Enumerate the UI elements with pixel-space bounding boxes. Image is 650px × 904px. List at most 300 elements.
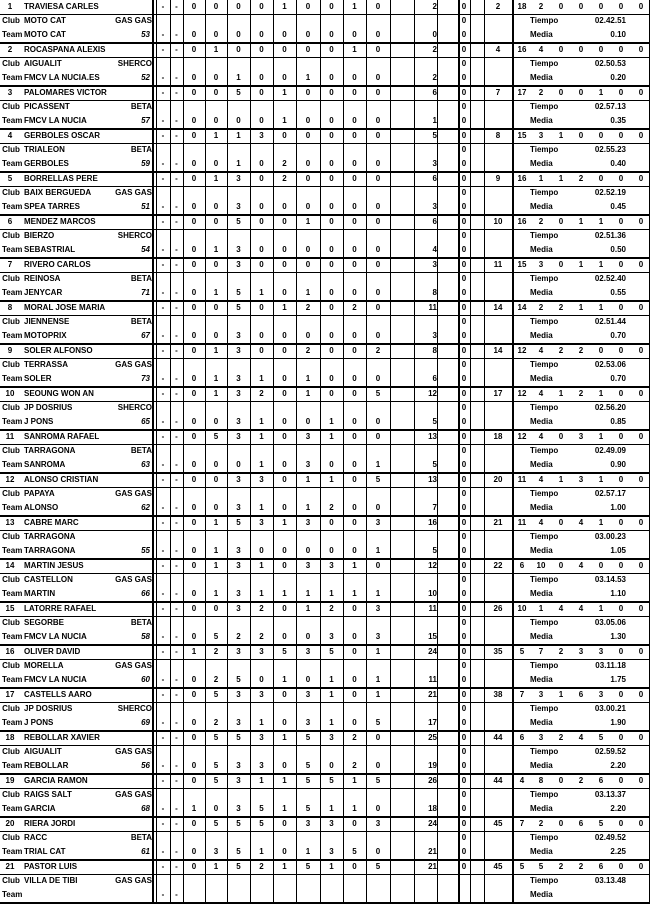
media-value: 0.70 bbox=[610, 374, 626, 383]
column-divider bbox=[152, 516, 154, 559]
lap1-section-score: 1 bbox=[259, 432, 264, 441]
column-divider bbox=[296, 688, 297, 731]
column-divider bbox=[343, 602, 344, 645]
lap1-section-score: 1 bbox=[213, 45, 219, 54]
count-5: 0 bbox=[618, 776, 624, 785]
lap1-section-score: 2 bbox=[305, 346, 311, 355]
team-name: FMCV LA NUCIA bbox=[24, 116, 87, 125]
lap2-section-score: 0 bbox=[375, 30, 381, 39]
lap2-section-score: 1 bbox=[352, 804, 357, 813]
lap2-section-score: 0 bbox=[282, 847, 287, 856]
penalty-lap1: 0 bbox=[461, 475, 467, 484]
column-divider bbox=[296, 430, 297, 473]
column-divider bbox=[470, 559, 471, 602]
count-3: 3 bbox=[578, 432, 584, 441]
count-5: 0 bbox=[618, 819, 624, 828]
column-divider bbox=[296, 86, 297, 129]
lap1-section-score: 0 bbox=[305, 174, 311, 183]
lap2-section-score bbox=[273, 888, 296, 902]
lap1-section-score: 0 bbox=[329, 217, 334, 226]
count-1: 1 bbox=[538, 174, 544, 183]
time-value: 02.57.13 bbox=[594, 102, 626, 111]
total-score: 20 bbox=[493, 475, 503, 484]
count-4: 1 bbox=[598, 389, 604, 398]
column-divider bbox=[205, 430, 206, 473]
lap1-total: 12 bbox=[428, 389, 437, 398]
team-label: Team bbox=[2, 761, 23, 770]
dash-separator: - bbox=[161, 202, 165, 211]
position-number: 12 bbox=[5, 475, 15, 484]
club-name: JP DOSRIUS bbox=[24, 704, 73, 713]
column-divider bbox=[156, 731, 157, 774]
dash-separator: - bbox=[175, 260, 178, 269]
count-4: 3 bbox=[598, 690, 604, 699]
column-divider bbox=[250, 344, 251, 387]
column-divider bbox=[227, 86, 228, 129]
rider-row bbox=[0, 129, 650, 172]
count-5: 0 bbox=[618, 174, 624, 183]
lap2-section-score: 0 bbox=[329, 288, 334, 297]
column-divider bbox=[273, 602, 274, 645]
column-divider bbox=[484, 215, 485, 258]
total-score: 11 bbox=[493, 260, 503, 269]
lap2-section-score: 0 bbox=[259, 546, 264, 555]
rider-name-line bbox=[0, 172, 650, 187]
dash-separator: - bbox=[175, 30, 178, 39]
lap1-total: 5 bbox=[432, 131, 437, 140]
rider-row bbox=[0, 774, 650, 817]
column-divider bbox=[273, 645, 274, 688]
lap1-section-score: 0 bbox=[236, 2, 241, 11]
column-divider bbox=[320, 215, 321, 258]
count-0: 14 bbox=[517, 303, 527, 312]
rider-row bbox=[0, 215, 650, 258]
column-divider bbox=[170, 645, 171, 688]
dash-separator: - bbox=[161, 303, 165, 312]
media-label: Media bbox=[530, 847, 553, 856]
rider-name-line bbox=[0, 301, 650, 316]
dash-separator: - bbox=[161, 346, 165, 355]
team-name: REBOLLAR bbox=[24, 761, 69, 770]
dash-separator: - bbox=[175, 202, 178, 211]
column-divider bbox=[170, 129, 171, 172]
column-divider bbox=[343, 172, 344, 215]
club-label: Club bbox=[2, 489, 20, 498]
lap1-section-score: 0 bbox=[329, 45, 334, 54]
team-label: Team bbox=[2, 116, 23, 125]
lap2-section-score: 0 bbox=[191, 761, 197, 770]
penalty-lap1: 0 bbox=[461, 862, 467, 871]
rider-name-line bbox=[0, 688, 650, 703]
column-divider bbox=[183, 817, 184, 860]
count-0: 4 bbox=[519, 776, 525, 785]
column-divider bbox=[366, 387, 367, 430]
column-divider bbox=[273, 774, 274, 817]
club-label: Club bbox=[2, 876, 20, 885]
media-label: Media bbox=[530, 245, 553, 254]
lap1-section-score: 0 bbox=[191, 346, 197, 355]
column-divider bbox=[414, 430, 415, 473]
lap1-section-score: 0 bbox=[305, 2, 311, 11]
penalty-lap2: 0 bbox=[461, 30, 467, 39]
column-divider bbox=[205, 172, 206, 215]
team-line bbox=[0, 587, 650, 603]
column-divider bbox=[170, 86, 171, 129]
lap1-section-score: 3 bbox=[236, 174, 241, 183]
lap2-section-score: 0 bbox=[352, 374, 357, 383]
lap2-section-score: 0 bbox=[282, 546, 287, 555]
column-divider bbox=[458, 215, 460, 258]
column-divider bbox=[205, 0, 206, 43]
rider-name-line bbox=[0, 602, 650, 617]
count-0: 12 bbox=[517, 389, 527, 398]
column-divider bbox=[320, 645, 321, 688]
club-line bbox=[0, 100, 650, 114]
lap2-section-score: 0 bbox=[305, 675, 311, 684]
lap2-section-score: 1 bbox=[329, 675, 334, 684]
media-value: 1.05 bbox=[610, 546, 626, 555]
column-divider bbox=[414, 43, 415, 86]
penalty-lap1: 0 bbox=[461, 45, 467, 54]
column-divider bbox=[470, 430, 471, 473]
column-divider bbox=[366, 86, 367, 129]
media-label: Media bbox=[530, 460, 553, 469]
rider-id: 59 bbox=[141, 159, 150, 168]
column-divider bbox=[250, 301, 251, 344]
rider-name: SEOUNG WON AN bbox=[24, 389, 94, 398]
lap1-section-score: 0 bbox=[282, 432, 287, 441]
column-divider bbox=[227, 817, 228, 860]
column-divider bbox=[366, 516, 367, 559]
media-label: Media bbox=[530, 890, 553, 899]
media-value: 0.20 bbox=[610, 73, 626, 82]
column-divider bbox=[273, 43, 274, 86]
team-name: SANROMA bbox=[24, 460, 66, 469]
lap1-section-score: 0 bbox=[329, 303, 334, 312]
tiempo-label: Tiempo bbox=[530, 102, 559, 111]
lap1-section-score: 1 bbox=[282, 776, 287, 785]
rider-row bbox=[0, 387, 650, 430]
rider-id: 65 bbox=[141, 417, 150, 426]
count-2: 0 bbox=[558, 776, 564, 785]
lap2-section-score: 2 bbox=[329, 503, 334, 512]
lap2-section-score: 1 bbox=[259, 718, 264, 727]
lap1-total: 13 bbox=[428, 432, 437, 441]
count-3: 0 bbox=[578, 131, 584, 140]
lap1-section-score: 0 bbox=[352, 88, 357, 97]
lap2-total: 17 bbox=[428, 718, 437, 727]
lap2-section-score: 0 bbox=[259, 30, 264, 39]
lap2-total: 18 bbox=[428, 804, 437, 813]
column-divider bbox=[343, 301, 344, 344]
column-divider bbox=[512, 86, 514, 129]
column-divider bbox=[390, 860, 391, 903]
rider-name-line bbox=[0, 731, 650, 746]
rider-row bbox=[0, 43, 650, 86]
lap2-section-score: 0 bbox=[213, 331, 219, 340]
lap1-section-score: 0 bbox=[329, 260, 334, 269]
club-name: MORELLA bbox=[24, 661, 64, 670]
count-3: 4 bbox=[578, 604, 584, 613]
penalty-time: 0 bbox=[461, 575, 467, 584]
count-1: 2 bbox=[538, 217, 544, 226]
column-divider bbox=[170, 430, 171, 473]
lap1-section-score: 2 bbox=[282, 174, 287, 183]
column-divider bbox=[366, 559, 367, 602]
column-divider bbox=[458, 0, 460, 43]
lap1-section-score: 3 bbox=[236, 561, 241, 570]
column-divider bbox=[470, 387, 471, 430]
lap1-section-score: 1 bbox=[305, 217, 311, 226]
penalty-lap1: 0 bbox=[461, 174, 467, 183]
column-divider bbox=[390, 172, 391, 215]
penalty-lap2: 0 bbox=[461, 245, 467, 254]
lap2-section-score: 5 bbox=[236, 288, 241, 297]
position-number: 8 bbox=[7, 303, 13, 312]
column-divider bbox=[152, 172, 154, 215]
position-number: 2 bbox=[7, 45, 13, 54]
rider-id: 63 bbox=[141, 460, 150, 469]
column-divider bbox=[296, 516, 297, 559]
count-6: 0 bbox=[638, 389, 644, 398]
lap2-section-score: 0 bbox=[213, 202, 219, 211]
lap2-section-score: 0 bbox=[282, 73, 287, 82]
club-line bbox=[0, 745, 650, 759]
column-divider bbox=[205, 43, 206, 86]
column-divider bbox=[512, 129, 514, 172]
column-divider bbox=[183, 387, 184, 430]
penalty-lap1: 0 bbox=[461, 389, 467, 398]
lap2-section-score: 3 bbox=[236, 202, 241, 211]
column-divider bbox=[170, 817, 171, 860]
penalty-lap1: 0 bbox=[461, 303, 467, 312]
lap2-section-score: 5 bbox=[236, 847, 241, 856]
media-label: Media bbox=[530, 546, 553, 555]
position-number: 17 bbox=[5, 690, 15, 699]
column-divider bbox=[273, 86, 274, 129]
lap1-section-score: 0 bbox=[375, 174, 381, 183]
lap2-section-score: 0 bbox=[352, 460, 357, 469]
lap1-section-score: 3 bbox=[375, 604, 381, 613]
penalty-lap1: 0 bbox=[461, 2, 467, 11]
column-divider bbox=[170, 731, 171, 774]
lap2-section-score: 0 bbox=[236, 460, 241, 469]
column-divider bbox=[366, 0, 367, 43]
position-number: 19 bbox=[5, 776, 15, 785]
lap1-section-score: 0 bbox=[305, 131, 311, 140]
dash-separator: - bbox=[175, 718, 178, 727]
lap2-section-score: 1 bbox=[259, 503, 264, 512]
count-6: 0 bbox=[638, 88, 644, 97]
column-divider bbox=[512, 559, 514, 602]
count-5: 0 bbox=[618, 561, 624, 570]
column-divider bbox=[156, 430, 157, 473]
count-1: 4 bbox=[538, 346, 544, 355]
lap1-section-score: 3 bbox=[236, 346, 241, 355]
penalty-lap2: 0 bbox=[461, 632, 467, 641]
lap2-section-score: 1 bbox=[259, 847, 264, 856]
column-divider bbox=[320, 860, 321, 903]
count-6: 0 bbox=[638, 690, 644, 699]
count-3: 3 bbox=[578, 475, 584, 484]
lap1-section-score: 3 bbox=[236, 647, 241, 656]
lap1-section-score: 1 bbox=[236, 131, 241, 140]
rider-name: ROCASPANA ALEXIS bbox=[24, 45, 106, 54]
column-divider bbox=[390, 473, 391, 516]
position-number: 11 bbox=[5, 432, 15, 441]
lap1-section-score: 3 bbox=[375, 819, 381, 828]
lap1-section-score: 0 bbox=[213, 88, 219, 97]
column-divider bbox=[343, 43, 344, 86]
column-divider bbox=[273, 731, 274, 774]
club-label: Club bbox=[2, 317, 20, 326]
lap1-section-score: 0 bbox=[375, 217, 381, 226]
column-divider bbox=[183, 0, 184, 43]
lap2-section-score: 0 bbox=[375, 374, 381, 383]
lap1-section-score: 0 bbox=[329, 518, 334, 527]
column-divider bbox=[484, 0, 485, 43]
lap1-section-score: 1 bbox=[282, 518, 287, 527]
lap1-section-score: 5 bbox=[236, 88, 241, 97]
lap2-section-score: 0 bbox=[213, 116, 219, 125]
lap1-section-score: 0 bbox=[191, 88, 197, 97]
lap1-section-score: 3 bbox=[305, 690, 311, 699]
lap1-section-score: 3 bbox=[259, 131, 264, 140]
dash-separator: - bbox=[161, 675, 165, 684]
lap2-section-score: 0 bbox=[352, 30, 357, 39]
dash-separator: - bbox=[161, 862, 165, 871]
lap2-section-score: 0 bbox=[259, 331, 264, 340]
lap1-section-score: 1 bbox=[282, 303, 287, 312]
position-number: 16 bbox=[5, 647, 15, 656]
penalty-lap2: 0 bbox=[461, 116, 467, 125]
lap2-section-score: 0 bbox=[191, 417, 197, 426]
penalty-time: 0 bbox=[461, 618, 467, 627]
team-line bbox=[0, 157, 650, 173]
lap2-section-score: 5 bbox=[236, 675, 241, 684]
total-score: 21 bbox=[493, 518, 503, 527]
lap1-section-score: 1 bbox=[352, 561, 357, 570]
rider-name-line bbox=[0, 129, 650, 144]
lap1-section-score: 5 bbox=[282, 647, 287, 656]
lap2-section-score: 0 bbox=[191, 288, 197, 297]
count-4: 1 bbox=[598, 604, 604, 613]
lap2-section-score: 3 bbox=[236, 804, 241, 813]
column-divider bbox=[156, 688, 157, 731]
lap2-section-score: 0 bbox=[352, 331, 357, 340]
motorcycle-brand: SHERCO bbox=[117, 704, 152, 713]
rider-name-line bbox=[0, 387, 650, 402]
lap2-section-score: 0 bbox=[329, 460, 334, 469]
column-divider bbox=[366, 215, 367, 258]
rider-name: MENDEZ MARCOS bbox=[24, 217, 96, 226]
column-divider bbox=[366, 774, 367, 817]
column-divider bbox=[205, 860, 206, 903]
lap1-section-score: 0 bbox=[282, 45, 287, 54]
count-2: 4 bbox=[558, 604, 564, 613]
lap1-section-score: 1 bbox=[213, 174, 219, 183]
count-0: 10 bbox=[517, 604, 527, 613]
dash-separator: - bbox=[175, 288, 178, 297]
column-divider bbox=[227, 387, 228, 430]
dash-separator: - bbox=[175, 88, 178, 97]
column-divider bbox=[512, 215, 514, 258]
column-divider bbox=[470, 86, 471, 129]
dash-separator: - bbox=[161, 546, 165, 555]
rider-id: 57 bbox=[141, 116, 150, 125]
column-divider bbox=[273, 430, 274, 473]
column-divider bbox=[152, 645, 154, 688]
rider-id: 61 bbox=[141, 847, 150, 856]
lap1-section-score: 5 bbox=[213, 776, 219, 785]
media-value: 0.90 bbox=[610, 460, 626, 469]
count-0: 6 bbox=[519, 733, 525, 742]
lap2-section-score: 0 bbox=[375, 503, 381, 512]
lap2-section-score: 3 bbox=[236, 417, 241, 426]
penalty-lap2: 0 bbox=[461, 718, 467, 727]
column-divider bbox=[296, 817, 297, 860]
club-line bbox=[0, 272, 650, 286]
column-divider bbox=[152, 387, 154, 430]
team-label: Team bbox=[2, 245, 23, 254]
lap2-section-score: 1 bbox=[375, 589, 381, 598]
count-2: 1 bbox=[558, 131, 564, 140]
column-divider bbox=[366, 860, 367, 903]
column-divider bbox=[296, 43, 297, 86]
dash-separator: - bbox=[175, 45, 178, 54]
column-divider bbox=[152, 301, 154, 344]
lap2-section-score: 0 bbox=[236, 116, 241, 125]
rider-name: CASTELLS AARO bbox=[24, 690, 92, 699]
count-0: 17 bbox=[517, 88, 527, 97]
column-divider bbox=[205, 258, 206, 301]
media-value bbox=[578, 888, 626, 902]
lap2-total: 8 bbox=[432, 288, 437, 297]
lap1-total: 21 bbox=[428, 862, 437, 871]
lap1-section-score: 3 bbox=[329, 561, 334, 570]
penalty-time: 0 bbox=[461, 661, 467, 670]
rider-id: 56 bbox=[141, 761, 150, 770]
total-score: 17 bbox=[493, 389, 503, 398]
lap2-section-score: 0 bbox=[305, 245, 311, 254]
lap1-section-score: 0 bbox=[352, 346, 357, 355]
column-divider bbox=[414, 172, 415, 215]
media-value: 0.70 bbox=[610, 331, 626, 340]
media-value: 2.20 bbox=[610, 804, 626, 813]
count-5: 0 bbox=[618, 2, 624, 11]
dash-separator: - bbox=[175, 174, 178, 183]
column-divider bbox=[273, 172, 274, 215]
lap2-section-score: 0 bbox=[191, 546, 197, 555]
lap1-section-score: 3 bbox=[305, 518, 311, 527]
column-divider bbox=[152, 817, 154, 860]
time-value: 02.49.52 bbox=[594, 833, 626, 842]
column-divider bbox=[390, 215, 391, 258]
tiempo-label: Tiempo bbox=[530, 145, 559, 154]
column-divider bbox=[484, 860, 485, 903]
team-name: TRIAL CAT bbox=[24, 847, 66, 856]
lap1-section-score: 0 bbox=[329, 2, 334, 11]
column-divider bbox=[437, 215, 438, 258]
lap1-total: 26 bbox=[428, 776, 437, 785]
count-5: 0 bbox=[618, 604, 624, 613]
penalty-lap1: 0 bbox=[461, 346, 467, 355]
column-divider bbox=[343, 860, 344, 903]
column-divider bbox=[152, 430, 154, 473]
count-5: 0 bbox=[618, 733, 624, 742]
column-divider bbox=[296, 0, 297, 43]
team-label: Team bbox=[2, 417, 23, 426]
